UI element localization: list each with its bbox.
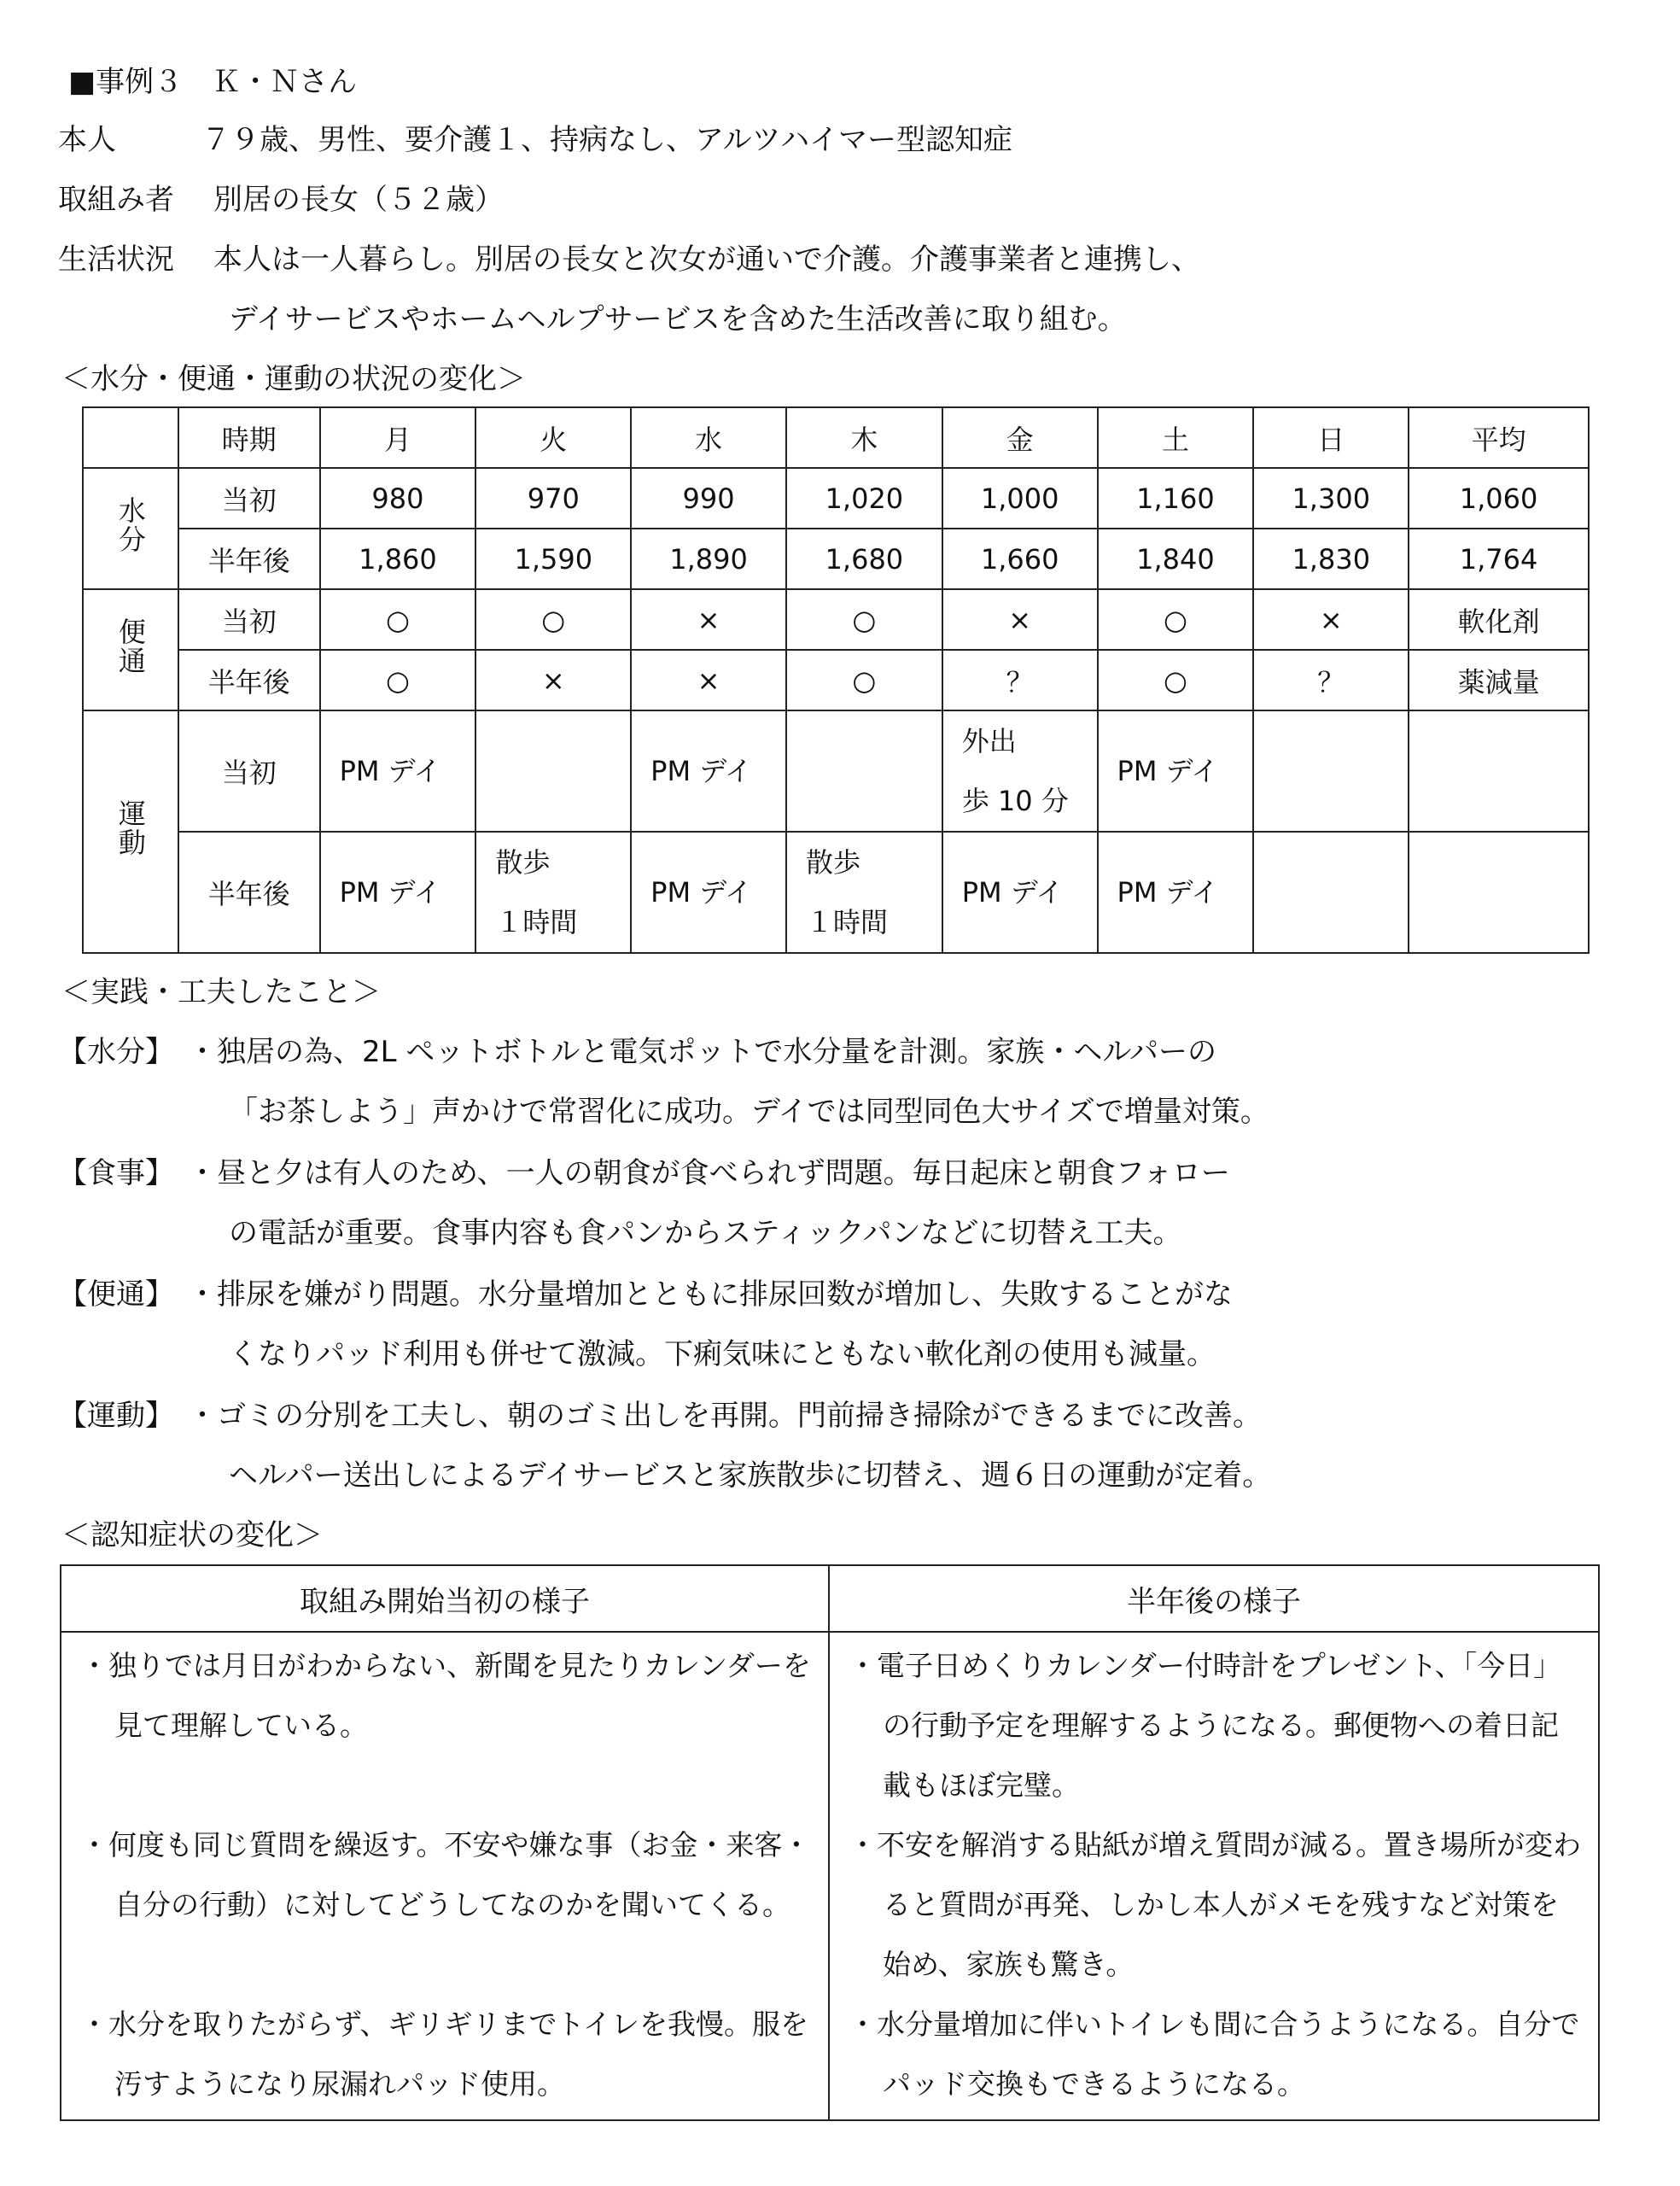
practice-exercise-label: 【運動】 xyxy=(58,1399,174,1433)
practice-heading: ＜実践・工夫したこと＞ xyxy=(61,975,381,1009)
status-header-row xyxy=(83,407,1589,468)
life-line2: デイサービスやホームヘルプサービスを含めた生活改善に取り組む。 xyxy=(229,302,1127,336)
data-cell: 軟化剤 xyxy=(1409,589,1589,650)
data-cell xyxy=(1409,710,1589,832)
data-cell: PM デイ xyxy=(1098,832,1254,953)
data-cell: × xyxy=(475,650,631,710)
carer-row xyxy=(58,181,504,219)
category-bowel-label: 便通 xyxy=(114,617,147,675)
period-label: 当初 xyxy=(178,589,320,650)
data-cell: 1,830 xyxy=(1253,529,1409,589)
person-value: ７９歳、男性、要介護１、持病なし、アルツハイマー型認知症 xyxy=(201,123,1012,157)
data-cell: 1,860 xyxy=(320,529,476,589)
exercise-initial-row xyxy=(83,710,1589,832)
data-cell: × xyxy=(1253,589,1409,650)
practice-water-line2: 「お茶しよう」声かけで常習化に成功。デイでは同型同色大サイズで増量対策。 xyxy=(229,1095,1269,1129)
practice-water xyxy=(58,1033,1216,1071)
cognitive-after-cell xyxy=(829,1632,1599,2120)
practice-meal-line2: の電話が重要。食事内容も食パンからスティックパンなどに切替え工夫。 xyxy=(229,1216,1182,1250)
period-label: 当初 xyxy=(178,468,320,529)
data-cell: PM デイ xyxy=(1098,710,1254,832)
data-cell: × xyxy=(631,650,786,710)
data-cell: PM デイ xyxy=(942,832,1098,953)
data-cell: 1,764 xyxy=(1409,529,1589,589)
period-label: 半年後 xyxy=(178,529,320,589)
status-table xyxy=(82,406,1590,954)
practice-water-label: 【水分】 xyxy=(58,1035,174,1069)
practice-exercise xyxy=(58,1397,1262,1435)
data-cell: 1,000 xyxy=(942,468,1098,529)
practice-meal xyxy=(58,1154,1230,1192)
category-bowel xyxy=(83,589,178,710)
cognitive-before-cell xyxy=(61,1632,829,2120)
bowel-half-row xyxy=(83,650,1589,710)
bowel-initial-row xyxy=(83,589,1589,650)
data-cell: × xyxy=(631,589,786,650)
cognitive-after-item: ・不安を解消する貼紙が増え質問が減る。置き場所が変わると質問が再発、しかし本人がメモを残すなど対策を始め、家族も驚き。 xyxy=(849,1828,1581,1981)
person-label: 本人 xyxy=(58,123,116,157)
data-cell xyxy=(786,710,942,832)
header-fri: 金 xyxy=(942,407,1098,468)
life-row xyxy=(58,241,1200,278)
data-cell: 970 xyxy=(475,468,631,529)
cognitive-after-item: ・電子日めくりカレンダー付時計をプレゼント、「今日」の行動予定を理解するようになる。郵便物への着日記載もほぼ完璧。 xyxy=(849,1649,1562,1802)
water-initial-row xyxy=(83,468,1589,529)
category-exercise xyxy=(83,710,178,953)
data-cell: 散歩 １時間 xyxy=(475,832,631,953)
cognitive-table xyxy=(60,1564,1600,2121)
cognitive-after-item: ・水分量増加に伴いトイレも間に合うようになる。自分でパッド交換もできるようになる。 xyxy=(849,2008,1580,2101)
carer-value: 別居の長女（５２歳） xyxy=(213,183,504,217)
data-cell: ？ xyxy=(1253,650,1409,710)
data-cell: 980 xyxy=(320,468,476,529)
data-cell: 1,300 xyxy=(1253,468,1409,529)
practice-bowel-label: 【便通】 xyxy=(58,1277,174,1312)
data-cell: ○ xyxy=(320,650,476,710)
data-cell: PM デイ xyxy=(631,832,786,953)
data-cell: × xyxy=(942,589,1098,650)
practice-bowel-line1: ・排尿を嫌がり問題。水分量増加とともに排尿回数が増加し、失敗することがな xyxy=(188,1277,1233,1312)
practice-meal-label: 【食事】 xyxy=(58,1156,174,1190)
data-cell: 990 xyxy=(631,468,786,529)
header-wed: 水 xyxy=(631,407,786,468)
data-cell: 1,590 xyxy=(475,529,631,589)
practice-water-line1: ・独居の為、2L ペットボトルと電気ポットで水分量を計測。家族・ヘルパーの xyxy=(188,1035,1216,1069)
header-avg: 平均 xyxy=(1409,407,1589,468)
data-cell xyxy=(475,710,631,832)
data-cell: ○ xyxy=(1098,589,1254,650)
header-sat: 土 xyxy=(1098,407,1254,468)
category-water xyxy=(83,468,178,589)
data-cell: 1,060 xyxy=(1409,468,1589,529)
status-heading: ＜水分・便通・運動の状況の変化＞ xyxy=(61,362,526,396)
data-cell: 1,660 xyxy=(942,529,1098,589)
carer-label: 取組み者 xyxy=(58,183,174,217)
cognitive-body-row xyxy=(61,1632,1599,2120)
data-cell: PM デイ xyxy=(320,832,476,953)
practice-meal-line1: ・昼と夕は有人のため、一人の朝食が食べられず問題。毎日起床と朝食フォロー xyxy=(188,1156,1230,1190)
practice-bowel-line2: くなりパッド利用も併せて激減。下痢気味にともない軟化剤の使用も減量。 xyxy=(229,1337,1216,1371)
data-cell: 散歩 １時間 xyxy=(786,832,942,953)
data-cell: 1,680 xyxy=(786,529,942,589)
exercise-half-row xyxy=(83,832,1589,953)
data-cell: 1,890 xyxy=(631,529,786,589)
header-period: 時期 xyxy=(178,407,320,468)
header-tue: 火 xyxy=(475,407,631,468)
practice-bowel xyxy=(58,1276,1233,1313)
cognitive-before-item: ・水分を取りたがらず、ギリギリまでトイレを我慢。服を汚すようになり尿漏れパッド使用。 xyxy=(80,2008,809,2101)
header-sun: 日 xyxy=(1253,407,1409,468)
corner-cell xyxy=(83,407,178,468)
life-label: 生活状況 xyxy=(58,243,174,277)
data-cell: ○ xyxy=(786,650,942,710)
data-cell: 1,020 xyxy=(786,468,942,529)
header-mon: 月 xyxy=(320,407,476,468)
category-water-label: 水分 xyxy=(114,496,147,554)
data-cell: 薬減量 xyxy=(1409,650,1589,710)
data-cell: 1,160 xyxy=(1098,468,1254,529)
cognitive-after-header: 半年後の様子 xyxy=(829,1565,1599,1632)
cognitive-header-row xyxy=(61,1565,1599,1632)
data-cell: PM デイ xyxy=(320,710,476,832)
cognitive-before-header: 取組み開始当初の様子 xyxy=(61,1565,829,1632)
data-cell: 1,840 xyxy=(1098,529,1254,589)
header-thu: 木 xyxy=(786,407,942,468)
period-label: 半年後 xyxy=(178,832,320,953)
data-cell: ○ xyxy=(1098,650,1254,710)
cognitive-before-item: ・独りでは月日がわからない、新聞を見たりカレンダーを見て理解している。 xyxy=(80,1649,811,1742)
data-cell xyxy=(1409,832,1589,953)
data-cell: ？ xyxy=(942,650,1098,710)
cognitive-heading: ＜認知症状の変化＞ xyxy=(61,1518,323,1552)
data-cell: ○ xyxy=(320,589,476,650)
data-cell: PM デイ xyxy=(631,710,786,832)
cognitive-before-item: ・何度も同じ質問を繰返す。不安や嫌な事（お金・来客・自分の行動）に対してどうしてなのかを聞いてくる。 xyxy=(80,1828,811,1921)
practice-exercise-line1: ・ゴミの分別を工夫し、朝のゴミ出しを再開。門前掃き掃除ができるまでに改善。 xyxy=(188,1399,1262,1433)
data-cell: ○ xyxy=(786,589,942,650)
case-title: ■事例３ Ｋ・Ｎさん xyxy=(68,65,358,99)
period-label: 半年後 xyxy=(178,650,320,710)
data-cell xyxy=(1253,832,1409,953)
data-cell: ○ xyxy=(475,589,631,650)
person-row xyxy=(58,121,1012,159)
data-cell: 外出 歩 10 分 xyxy=(942,710,1098,832)
water-half-row xyxy=(83,529,1589,589)
category-exercise-label: 運動 xyxy=(114,799,147,857)
data-cell xyxy=(1253,710,1409,832)
practice-exercise-line2: ヘルパー送出しによるデイサービスと家族散歩に切替え、週６日の運動が定着。 xyxy=(229,1458,1272,1493)
period-label: 当初 xyxy=(178,710,320,832)
life-line1: 本人は一人暮らし。別居の長女と次女が通いで介護。介護事業者と連携し、 xyxy=(213,243,1200,277)
